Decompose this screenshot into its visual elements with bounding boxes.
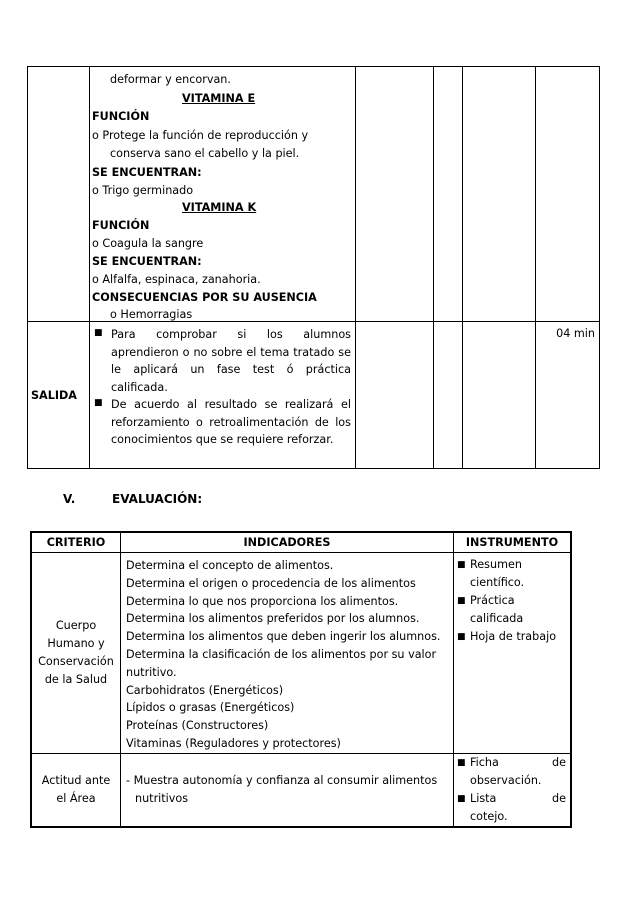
content-line: o Trigo germinado [92,184,194,197]
criterio-line: Conservación [38,654,114,668]
indicator-line: Determina lo que nos proporciona los alimentos. [126,594,399,608]
indicator-line: nutritivo. [126,665,177,679]
criterio-line: de la Salud [44,672,108,686]
indicator-line: Vitaminas (Reguladores y protectores) [126,736,341,750]
vitamin-k-heading: VITAMINA K [182,201,257,214]
square-bullet-icon: ■ [457,793,466,804]
empty-cell [463,322,536,469]
square-bullet-icon: ■ [457,596,466,606]
stage-label: SALIDA [31,388,77,402]
salida-bullet-1: Para comprobar si los alumnos aprendieron o no sobre el tema tratado se le aplicará un fase test ó práctica calificada. [111,328,351,394]
indicator-line: Determina la clasificación de los alimentos por su valor [126,647,437,661]
function-heading: FUNCIÓN [92,219,150,232]
content-cell-salida [90,322,356,469]
criterio-line: Actitud ante [41,773,111,787]
square-bullet-icon: ■ [457,560,466,570]
empty-cell [463,67,536,322]
indicator-line: Determina los alimentos que deben ingerir los alumnos. [126,630,441,644]
criterio-line: Humano y [47,636,105,650]
vitamin-e-heading: VITAMINA E [182,92,256,105]
function-heading: FUNCIÓN [92,110,150,123]
indicator-line: - Muestra autonomía y confianza al consumir alimentos [126,773,438,787]
criterio-cell [31,753,121,827]
content-line: o Protege la función de reproducción y [92,129,309,142]
indicator-line: Determina el concepto de alimentos. [126,559,334,572]
criterio-cell [31,553,121,754]
section-number: V. [63,492,76,506]
indicator-line: Carbohidratos (Energéticos) [126,683,284,697]
criterio-line: Cuerpo [55,618,97,632]
empty-cell [434,322,463,469]
instrument-text: científico. [470,576,525,589]
instrumento-cell [454,753,572,827]
instrument-text: de [552,791,566,805]
indicator-line: Determina el origen o procedencia de los alimentos [126,576,416,590]
stage-cell-empty [28,67,90,322]
content-line: o Alfalfa, espinaca, zanahoria. [92,273,261,286]
indicator-line: Lípidos o grasas (Energéticos) [126,701,295,715]
activity-table [27,66,600,469]
evaluation-table [30,531,572,828]
indicadores-cell [121,553,454,754]
header-criterio: CRITERIO [31,532,121,553]
indicadores-cell [121,753,454,827]
square-bullet-icon: ■ [457,632,466,642]
empty-cell [434,67,463,322]
time-value: 04 min [556,327,595,340]
content-cell [90,67,356,322]
stage-cell-salida [28,322,90,469]
instrument-text: Práctica [470,594,515,607]
instrument-text: cotejo. [470,809,508,823]
instrument-text: Ficha [470,755,499,769]
instrument-text: de [552,755,566,769]
empty-cell [356,67,434,322]
indicator-line: Proteínas (Constructores) [126,719,269,733]
time-cell-empty [536,67,600,322]
instrument-text: Resumen [470,558,522,571]
found-in-heading: SE ENCUENTRAN: [92,166,202,179]
time-cell [536,322,600,469]
section-title: EVALUACIÓN: [112,492,203,506]
instrument-text: Hoja de trabajo [470,630,557,643]
header-indicadores: INDICADORES [121,532,454,553]
criterio-line: el Área [56,791,96,805]
content-line: o Coagula la sangre [92,237,204,250]
instrument-text: Lista [470,791,497,805]
content-line: deformar y encorvan. [110,73,231,86]
content-line: conserva sano el cabello y la piel. [110,147,300,160]
empty-cell [356,322,434,469]
indicator-line: nutritivos [135,791,189,805]
consequences-heading: CONSECUENCIAS POR SU AUSENCIA [92,291,317,304]
instrument-text: calificada [470,612,524,625]
salida-bullet-2: De acuerdo al resultado se realizará el reforzamiento o retroalimentación de los conocimientos que se requiere reforzar. [111,398,351,447]
found-in-heading: SE ENCUENTRAN: [92,255,202,268]
indicator-line: Determina los alimentos preferidos por los alumnos. [126,612,420,626]
instrument-text: observación. [470,773,542,787]
square-bullet-icon: ■ [94,328,103,338]
square-bullet-icon: ■ [457,757,466,768]
content-line: o Hemorragias [110,308,193,321]
header-instrumento: INSTRUMENTO [454,532,572,553]
instrumento-cell [454,553,572,754]
square-bullet-icon: ■ [94,398,103,408]
